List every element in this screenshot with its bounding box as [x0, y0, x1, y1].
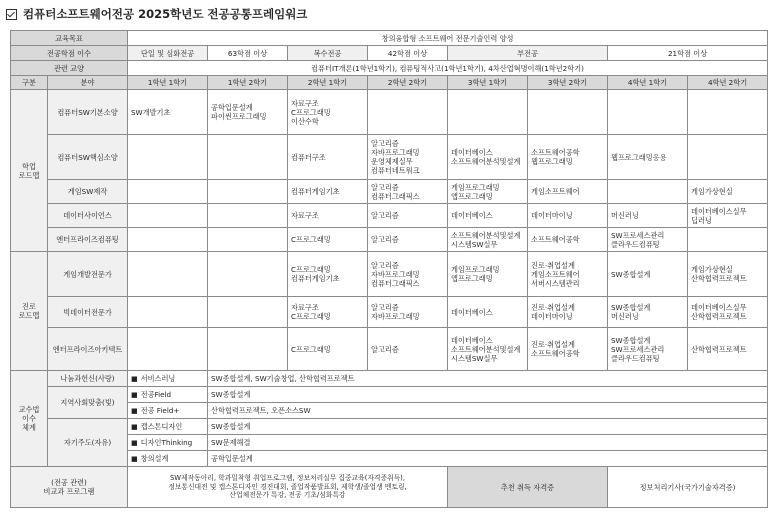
course-cell	[368, 297, 448, 328]
course-cell	[368, 252, 448, 297]
course-cell-line: 웹프로그래밍	[531, 157, 573, 166]
course-cell	[368, 90, 448, 135]
curriculum-row	[11, 371, 768, 387]
square-bullet-icon: ■	[131, 454, 138, 463]
course-cell-line: 데이터베이스실무	[691, 206, 747, 216]
course-cell-line: 시스템SW실무	[451, 239, 498, 249]
curriculum-section-label-line: 교수법	[18, 405, 40, 414]
method-courses: SW문제해결	[208, 435, 768, 451]
course-cell	[368, 328, 448, 371]
course-cell-line: 공학입문설계	[211, 103, 253, 112]
goal-value: 창의융합형 소프트웨어 전문기술인력 양성	[128, 31, 768, 46]
course-cell-line: C프로그래밍	[291, 265, 331, 274]
course-cell-line: 데이터베이스	[451, 211, 493, 220]
career-section-label-line: 진로	[22, 302, 36, 311]
career-row	[11, 297, 768, 328]
page-title-text: 컴퓨터소프트웨어전공 2025학년도 전공공통프레임워크	[23, 7, 308, 21]
method-courses: 공학입문설계	[208, 451, 768, 467]
curriculum-group-name: 자기주도(자유)	[48, 419, 128, 467]
curriculum-row	[11, 387, 768, 403]
method-name: 전공 Field+	[140, 405, 180, 415]
course-cell-line: 자료구조	[291, 303, 319, 312]
course-cell	[368, 180, 448, 204]
course-cell-line: 앱프로그래밍	[451, 191, 493, 201]
course-cell	[448, 252, 528, 297]
course-cell-line: 알고리즘	[371, 182, 399, 192]
extracurricular-programs-line: 산업체전문가 특강, 전공 기초/심화특강	[229, 491, 346, 500]
semester-header-row	[11, 76, 768, 90]
field-name: 엔터프라이즈컴퓨팅	[48, 228, 128, 252]
method-name: 캡스톤디자인	[140, 421, 183, 431]
course-cell	[128, 135, 208, 180]
academic-section-label	[11, 90, 48, 252]
course-cell-line: 컴퓨터구조	[291, 152, 326, 162]
square-bullet-icon: ■	[131, 374, 138, 383]
course-cell	[288, 135, 368, 180]
method-courses: SW종합설계	[208, 387, 768, 403]
course-cell	[208, 297, 288, 328]
course-cell	[448, 328, 528, 371]
course-cell	[448, 90, 528, 135]
course-cell-line: 진로·취업설계	[531, 303, 575, 312]
course-cell-line: 알고리즘	[371, 211, 399, 220]
minor-value: 21학점 이상	[608, 46, 768, 61]
course-cell-line: SW개발기초	[131, 107, 171, 117]
course-cell-line: SW프로세스관리	[611, 230, 665, 240]
certificate-label: 추천 취득 자격증	[448, 467, 608, 508]
course-cell-line: 자바프로그래밍	[371, 312, 420, 321]
course-cell	[528, 328, 608, 371]
course-cell	[128, 228, 208, 252]
career-section-label-line: 로드맵	[18, 311, 40, 320]
course-cell	[368, 135, 448, 180]
semester-header: 2학년 1학기	[288, 76, 368, 90]
course-cell-line: SW종합설계	[611, 303, 651, 312]
curriculum-section-label	[11, 371, 48, 467]
field-name: 게임SW제작	[48, 180, 128, 204]
checkbox-icon	[6, 9, 17, 20]
course-cell-line: 게임가상현실	[691, 187, 733, 196]
method-name-cell	[128, 435, 208, 451]
course-cell	[208, 90, 288, 135]
extracurricular-row	[11, 467, 768, 508]
course-cell	[128, 180, 208, 204]
method-courses: SW종합설계	[208, 419, 768, 435]
course-cell-line: 소프트웨어분석및설계	[451, 157, 521, 166]
course-cell-line: 머신러닝	[611, 312, 639, 321]
goal-label: 교육목표	[11, 31, 128, 46]
credits-label: 전공학점 이수	[11, 46, 128, 61]
course-cell	[208, 135, 288, 180]
course-cell-line: 웹프로그래밍응용	[611, 152, 667, 162]
course-cell-line: 컴퓨터게임기초	[291, 274, 340, 283]
course-cell	[448, 297, 528, 328]
course-cell	[288, 228, 368, 252]
liberal-row	[11, 61, 768, 76]
field-header: 분야	[48, 76, 128, 90]
course-cell-line: 딥러닝	[691, 215, 712, 225]
semester-header: 2학년 2학기	[368, 76, 448, 90]
course-cell-line: 앱프로그래밍	[451, 274, 493, 283]
course-cell-line: 데이터베이스	[451, 148, 493, 157]
semester-header: 4학년 1학기	[608, 76, 688, 90]
field-name: 엔터프라이즈아키텍트	[48, 328, 128, 371]
course-cell-line: 컴퓨터그래픽스	[371, 191, 420, 201]
course-cell-line: 게임가상현실	[691, 265, 733, 274]
method-name: 창의설계	[140, 453, 169, 463]
framework-table	[10, 30, 768, 508]
extracurricular-programs-line: SW제작동아리, 학과밀착형 취업프로그램, 정보처리실무 집중교육(자격증취득),	[169, 474, 405, 483]
goal-row	[11, 31, 768, 46]
course-cell	[288, 204, 368, 228]
course-cell-line: 자바프로그래밍	[371, 148, 420, 157]
course-cell	[528, 90, 608, 135]
course-cell	[688, 252, 768, 297]
career-section-label	[11, 252, 48, 371]
extracurricular-label-line: (전공 관련)	[51, 478, 87, 487]
square-bullet-icon: ■	[131, 438, 138, 447]
course-cell-line: C프로그래밍	[291, 107, 331, 117]
method-courses: 산학협력프로젝트, 오픈소스SW	[208, 403, 768, 419]
course-cell	[688, 204, 768, 228]
course-cell-line: 파이썬프로그래밍	[211, 112, 267, 121]
course-cell-line: 이산수학	[291, 116, 319, 126]
method-name: 전공Field	[140, 389, 172, 399]
course-cell-line: 게임프로그래밍	[451, 182, 500, 192]
career-row	[11, 252, 768, 297]
square-bullet-icon: ■	[131, 422, 138, 431]
course-cell	[448, 228, 528, 252]
course-cell-line: 자료구조	[291, 211, 319, 220]
square-bullet-icon: ■	[131, 390, 138, 399]
course-cell	[688, 135, 768, 180]
course-cell	[528, 135, 608, 180]
square-bullet-icon: ■	[131, 406, 138, 415]
course-cell	[448, 135, 528, 180]
credits-row	[11, 46, 768, 61]
course-cell	[288, 252, 368, 297]
career-row	[11, 328, 768, 371]
single-major-label: 단일 및 심화전공	[128, 46, 208, 61]
course-cell-line: C프로그래밍	[291, 312, 331, 321]
course-cell	[128, 252, 208, 297]
course-cell-line: 데이터베이스	[451, 307, 493, 317]
course-cell-line: 소프트웨어분석및설계	[451, 344, 521, 354]
course-cell	[688, 180, 768, 204]
single-major-value: 63학점 이상	[208, 46, 288, 61]
course-cell	[608, 135, 688, 180]
method-courses: SW종합설계, SW기술창업, 산학협력프로젝트	[208, 371, 768, 387]
course-cell	[608, 252, 688, 297]
course-cell	[288, 90, 368, 135]
course-cell-line: 산학협력프로젝트	[691, 312, 747, 321]
semester-header: 1학년 2학기	[208, 76, 288, 90]
double-major-value: 42학점 이상	[368, 46, 448, 61]
course-cell-line: 자료구조	[291, 98, 319, 108]
curriculum-section-label-line: 체계	[22, 423, 36, 432]
method-name-cell	[128, 419, 208, 435]
course-cell	[368, 228, 448, 252]
curriculum-group-name: 지역사회맞춤(빛)	[48, 387, 128, 419]
course-cell-line: 데이터베이스실무	[691, 303, 747, 312]
method-name-cell	[128, 451, 208, 467]
extracurricular-label	[11, 467, 128, 508]
course-cell	[288, 180, 368, 204]
extracurricular-programs-line: 정보통신대전 및 캡스톤디자인 경진대회, 졸업작품발표회, 제학생/졸업생 멘토링,	[168, 482, 407, 491]
course-cell-line: 컴퓨터네트워크	[371, 166, 420, 175]
course-cell	[528, 180, 608, 204]
field-name: 데이터사이언스	[48, 204, 128, 228]
course-cell-line: 게임소프트웨어	[531, 269, 580, 279]
course-cell	[128, 204, 208, 228]
curriculum-section-label-line: 이수	[22, 414, 36, 423]
method-name: 디자인Thinking	[140, 437, 193, 447]
course-cell	[128, 297, 208, 328]
course-cell-line: 알고리즘	[371, 139, 399, 148]
course-cell	[608, 297, 688, 328]
semester-header: 1학년 1학기	[128, 76, 208, 90]
curriculum-group-name: 나눔과헌신(사랑)	[48, 371, 128, 387]
course-cell-line: 데이터마이닝	[531, 312, 573, 321]
field-name: 게임개발전문가	[48, 252, 128, 297]
course-cell	[528, 228, 608, 252]
course-cell-line: SW종합설계	[611, 269, 651, 279]
academic-row	[11, 180, 768, 204]
course-cell	[128, 328, 208, 371]
course-cell	[208, 252, 288, 297]
semester-header: 4학년 2학기	[688, 76, 768, 90]
course-cell-line: 운영체제실무	[371, 157, 413, 166]
course-cell	[448, 204, 528, 228]
course-cell-line: 소프트웨어분석및설계	[451, 230, 521, 240]
semester-header: 3학년 1학기	[448, 76, 528, 90]
course-cell	[368, 204, 448, 228]
course-cell-line: 알고리즘	[371, 344, 399, 354]
category-header: 구분	[11, 76, 48, 90]
course-cell-line: 데이터마이닝	[531, 211, 573, 220]
minor-label: 부전공	[448, 46, 608, 61]
academic-row	[11, 204, 768, 228]
course-cell-line: 알고리즘	[371, 260, 399, 270]
liberal-value: 컴퓨터IT개론(1학년1학기), 컴퓨팅적사고(1학년1학기), 4차산업혁명이해(1학년2학기)	[128, 61, 768, 76]
page-title	[6, 4, 307, 24]
course-cell-line: 클라우드컴퓨팅	[611, 239, 660, 249]
course-cell	[688, 228, 768, 252]
method-name-cell	[128, 403, 208, 419]
extracurricular-programs	[128, 467, 448, 508]
course-cell	[208, 180, 288, 204]
academic-row	[11, 90, 768, 135]
course-cell	[688, 328, 768, 371]
academic-row	[11, 135, 768, 180]
course-cell-line: 소프트웨어공학	[531, 235, 580, 244]
academic-section-label-line: 로드맵	[18, 170, 40, 180]
course-cell	[288, 297, 368, 328]
course-cell	[608, 328, 688, 371]
course-cell-line: 진로·취업설계	[531, 340, 575, 349]
field-name: 컴퓨터SW기본소양	[48, 90, 128, 135]
course-cell-line: 서버시스템관리	[531, 278, 580, 288]
course-cell	[608, 180, 688, 204]
course-cell-line: SW프로세스관리	[611, 344, 665, 354]
course-cell	[688, 297, 768, 328]
course-cell-line: 소프트웨어공학	[531, 148, 580, 157]
academic-row	[11, 228, 768, 252]
course-cell-line: C프로그래밍	[291, 344, 331, 354]
course-cell	[288, 328, 368, 371]
method-name: 서비스러닝	[140, 373, 176, 383]
course-cell	[208, 328, 288, 371]
course-cell-line: 산학협력프로젝트	[691, 344, 747, 354]
course-cell-line: 알고리즘	[371, 303, 399, 312]
course-cell	[528, 252, 608, 297]
course-cell-line: 소프트웨어공학	[531, 349, 580, 358]
course-cell	[688, 90, 768, 135]
method-name-cell	[128, 387, 208, 403]
liberal-label: 관련 교양	[11, 61, 128, 76]
semester-header: 3학년 2학기	[528, 76, 608, 90]
course-cell-line: 클라우드컴퓨팅	[611, 353, 660, 363]
course-cell-line: 컴퓨터그래픽스	[371, 278, 420, 288]
course-cell-line: 데이터베이스	[451, 335, 493, 345]
course-cell-line: C프로그래밍	[291, 235, 331, 244]
method-name-cell	[128, 371, 208, 387]
course-cell	[608, 228, 688, 252]
extracurricular-label-line: 비교과 프로그램	[43, 487, 95, 496]
course-cell-line: SW종합설계	[611, 335, 651, 345]
course-cell-line: 게임프로그래밍	[451, 265, 500, 274]
course-cell-line: 머신러닝	[611, 211, 639, 220]
curriculum-row	[11, 419, 768, 435]
academic-section-label-line: 학업	[22, 161, 36, 171]
course-cell	[528, 297, 608, 328]
course-cell-line: 알고리즘	[371, 235, 399, 244]
course-cell	[608, 90, 688, 135]
field-name: 컴퓨터SW핵심소양	[48, 135, 128, 180]
course-cell	[208, 204, 288, 228]
course-cell	[528, 204, 608, 228]
course-cell-line: 컴퓨터게임기초	[291, 187, 340, 196]
course-cell	[448, 180, 528, 204]
certificate-value: 정보처리기사(국가기술자격증)	[608, 467, 768, 508]
course-cell-line: 진로·취업설계	[531, 260, 575, 270]
course-cell	[208, 228, 288, 252]
course-cell-line: 게임소프트웨어	[531, 187, 580, 196]
course-cell-line: 시스템SW실무	[451, 353, 498, 363]
double-major-label: 복수전공	[288, 46, 368, 61]
course-cell	[608, 204, 688, 228]
course-cell-line: 산학협력프로젝트	[691, 274, 747, 283]
course-cell	[128, 90, 208, 135]
course-cell-line: 자바프로그래밍	[371, 269, 420, 279]
field-name: 빅데이터전문가	[48, 297, 128, 328]
